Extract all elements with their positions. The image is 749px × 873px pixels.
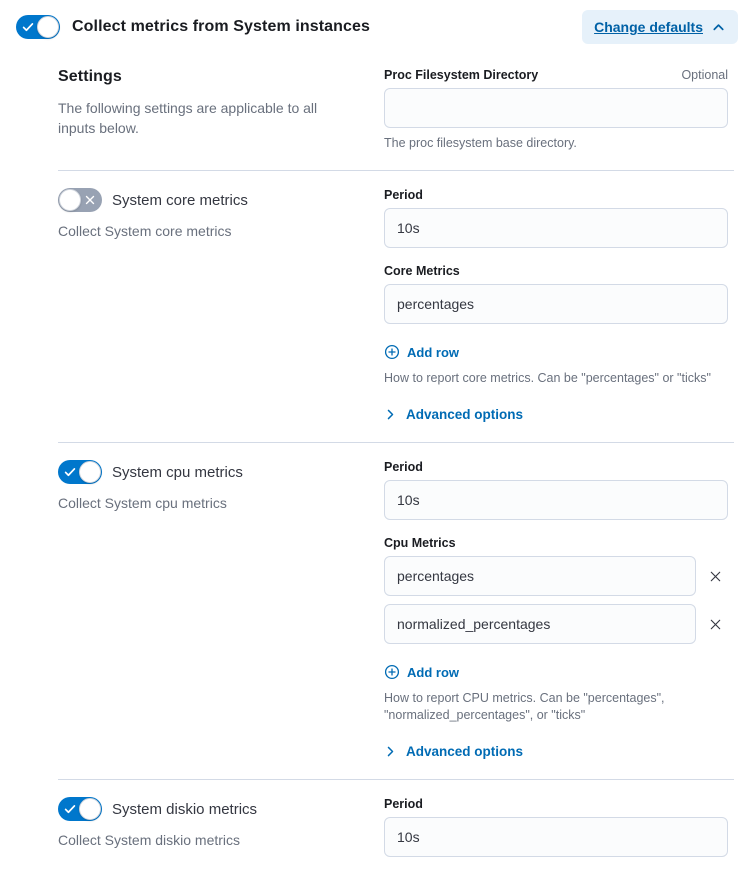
content-area <box>58 52 734 867</box>
system-diskio-metrics-toggle[interactable] <box>58 797 102 821</box>
change-defaults-label: Change defaults <box>594 19 703 35</box>
settings-section <box>58 52 734 170</box>
system-diskio-metrics-description: Collect System diskio metrics <box>58 832 241 848</box>
core-period-input[interactable] <box>384 208 728 248</box>
metric-row <box>384 604 728 644</box>
remove-row-button[interactable] <box>702 611 728 637</box>
toggle-knob <box>79 798 101 820</box>
cpu-metrics-label: Cpu Metrics <box>384 536 456 550</box>
system-cpu-metrics-label[interactable]: System cpu metrics <box>112 463 243 481</box>
toggle-knob <box>37 16 59 38</box>
toggle-knob <box>59 189 81 211</box>
close-icon <box>708 617 723 632</box>
system-core-metrics-label[interactable]: System core metrics <box>112 191 248 209</box>
system-cpu-metrics-toggle[interactable] <box>58 460 102 484</box>
add-row-label: Add row <box>407 344 459 360</box>
system-cpu-metrics-description: Collect System cpu metrics <box>58 495 227 511</box>
system-diskio-metrics-label[interactable]: System diskio metrics <box>112 800 258 818</box>
page-title: Collect metrics from System instances <box>72 18 371 35</box>
cross-icon <box>83 193 97 207</box>
proc-fs-help: The proc filesystem base directory. <box>384 136 577 150</box>
chevron-right-icon <box>384 745 397 758</box>
system-diskio-metrics-section <box>58 780 734 867</box>
check-icon <box>63 802 77 816</box>
cpu-period-input[interactable] <box>384 480 728 520</box>
system-core-metrics-description: Collect System core metrics <box>58 223 232 239</box>
cpu-advanced-options-link[interactable] <box>384 744 523 759</box>
core-metrics-help: How to report core metrics. Can be "percentages" or "ticks" <box>384 371 711 385</box>
period-label: Period <box>384 797 423 811</box>
settings-heading: Settings <box>58 68 122 85</box>
chevron-up-icon <box>711 20 726 35</box>
optional-badge: Optional <box>681 68 728 82</box>
advanced-options-label: Advanced options <box>406 407 524 422</box>
add-row-label: Add row <box>407 664 459 680</box>
diskio-period-input[interactable] <box>384 817 728 857</box>
metric-row <box>384 556 728 596</box>
metric-row <box>384 284 728 324</box>
remove-row-button[interactable] <box>702 563 728 589</box>
plus-circle-icon <box>384 664 400 680</box>
cpu-metric-input-1[interactable] <box>384 556 696 596</box>
settings-description: The following settings are applicable to all inputs below. <box>58 100 318 136</box>
core-advanced-options-link[interactable] <box>384 407 523 422</box>
close-icon <box>708 569 723 584</box>
system-core-metrics-toggle[interactable] <box>58 188 102 212</box>
cpu-metric-input-2[interactable] <box>384 604 696 644</box>
plus-circle-icon <box>384 344 400 360</box>
period-label: Period <box>384 460 423 474</box>
cpu-metrics-help: How to report CPU metrics. Can be "percentages", "normalized_percentages", or "ticks" <box>384 691 665 722</box>
system-cpu-metrics-section <box>58 443 734 779</box>
proc-fs-label: Proc Filesystem Directory <box>384 68 539 82</box>
core-add-row-button[interactable] <box>384 344 459 360</box>
core-metrics-label: Core Metrics <box>384 264 460 278</box>
advanced-options-label: Advanced options <box>406 744 524 759</box>
proc-fs-input[interactable] <box>384 88 728 128</box>
core-metric-input[interactable] <box>384 284 728 324</box>
cpu-add-row-button[interactable] <box>384 664 459 680</box>
header <box>0 0 749 52</box>
toggle-knob <box>79 461 101 483</box>
period-label: Period <box>384 188 423 202</box>
check-icon <box>21 20 35 34</box>
system-core-metrics-section <box>58 171 734 442</box>
collect-metrics-toggle[interactable] <box>16 15 60 39</box>
chevron-right-icon <box>384 408 397 421</box>
check-icon <box>63 465 77 479</box>
change-defaults-button[interactable] <box>582 10 738 44</box>
